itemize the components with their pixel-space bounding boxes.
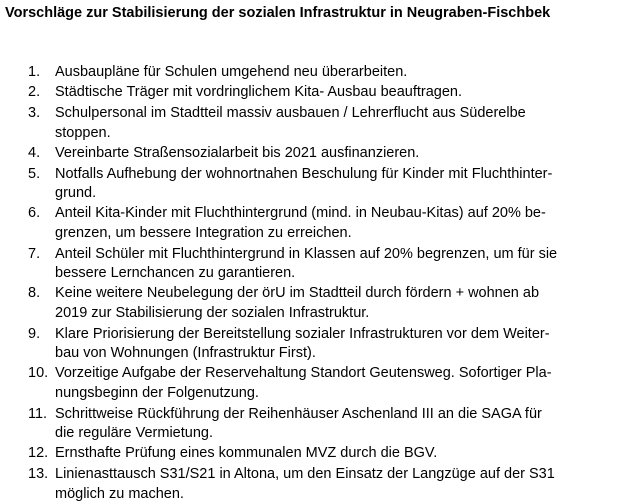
list-item [28, 83, 615, 103]
list-item-number: 2. [28, 83, 40, 103]
list-item-text-line: bessere Lernchancen zu garantieren. [55, 264, 615, 284]
list-item-text-line: Anteil Schüler mit Fluchthintergrund in Klassen auf 20% begrenzen, um für sie [55, 245, 615, 265]
list-item-number: 4. [28, 144, 40, 164]
list-item [28, 364, 615, 403]
list-item-text-line: Städtische Träger mit vordringlichem Kita- Ausbau beauftragen. [55, 83, 615, 103]
list-item-number: 8. [28, 284, 40, 304]
list-item-number: 1. [28, 63, 40, 83]
list-item-number: 13. [28, 465, 48, 485]
list-item-number: 11. [28, 405, 47, 425]
list-item-number: 5. [28, 165, 40, 185]
list-item-text-line: Schulpersonal im Stadtteil massiv ausbauen / Lehrerflucht aus Süderelbe [55, 104, 615, 124]
list-item-number: 3. [28, 104, 40, 124]
list-item-text-line: Anteil Kita-Kinder mit Fluchthintergrund (mind. in Neubau-Kitas) auf 20% be- [55, 204, 615, 224]
list-item [28, 325, 615, 364]
list-item-text-line: stoppen. [55, 124, 615, 144]
list-item-text-line: Ausbaupläne für Schulen umgehend neu überarbeiten. [55, 63, 615, 83]
list-item [28, 204, 615, 243]
document-title: Vorschläge zur Stabilisierung der sozialen Infrastruktur in Neugraben-Fischbek [5, 4, 550, 22]
list-item-text-line: Schrittweise Rückführung der Reihenhäuser Aschenland III an die SAGA für [55, 405, 615, 425]
list-item-number: 10. [28, 364, 48, 384]
list-item-text-line: Linienasttausch S31/S21 in Altona, um den Einsatz der Langzüge auf der S31 [55, 465, 615, 485]
list-item-number: 6. [28, 204, 40, 224]
list-item-text-line: Ernsthafte Prüfung eines kommunalen MVZ durch die BGV. [55, 444, 615, 464]
list-item-text-line: möglich zu machen. [55, 485, 615, 504]
list-item-text-line: Notfalls Aufhebung der wohnortnahen Beschulung für Kinder mit Fluchthinter- [55, 165, 615, 185]
list-item-text-line: Vereinbarte Straßensozialarbeit bis 2021 ausfinanzieren. [55, 144, 615, 164]
list-item-number: 12. [28, 444, 48, 464]
list-item-text-line: die reguläre Vermietung. [55, 424, 615, 444]
list-item-number: 9. [28, 325, 40, 345]
proposal-list [28, 63, 615, 504]
list-item-text-line: grenzen, um bessere Integration zu erreichen. [55, 224, 615, 244]
list-item [28, 144, 615, 164]
list-item-text-line: grund. [55, 184, 615, 204]
list-item [28, 405, 615, 444]
list-item [28, 465, 615, 504]
list-item [28, 284, 615, 323]
list-item [28, 63, 615, 83]
list-item-number: 7. [28, 245, 40, 265]
list-item-text-line: Keine weitere Neubelegung der örU im Stadtteil durch fördern + wohnen ab [55, 284, 615, 304]
list-item-text-line: bau von Wohnungen (Infrastruktur First). [55, 344, 615, 364]
list-item [28, 245, 615, 284]
list-item-text-line: Klare Priorisierung der Bereitstellung sozialer Infrastrukturen vor dem Weiter- [55, 325, 615, 345]
list-item [28, 104, 615, 143]
list-item [28, 444, 615, 464]
list-item-text-line: Vorzeitige Aufgabe der Reservehaltung Standort Geutensweg. Sofortiger Pla- [55, 364, 615, 384]
list-item-text-line: nungsbeginn der Folgenutzung. [55, 384, 615, 404]
list-item-text-line: 2019 zur Stabilisierung der sozialen Infrastruktur. [55, 304, 615, 324]
list-item [28, 165, 615, 204]
